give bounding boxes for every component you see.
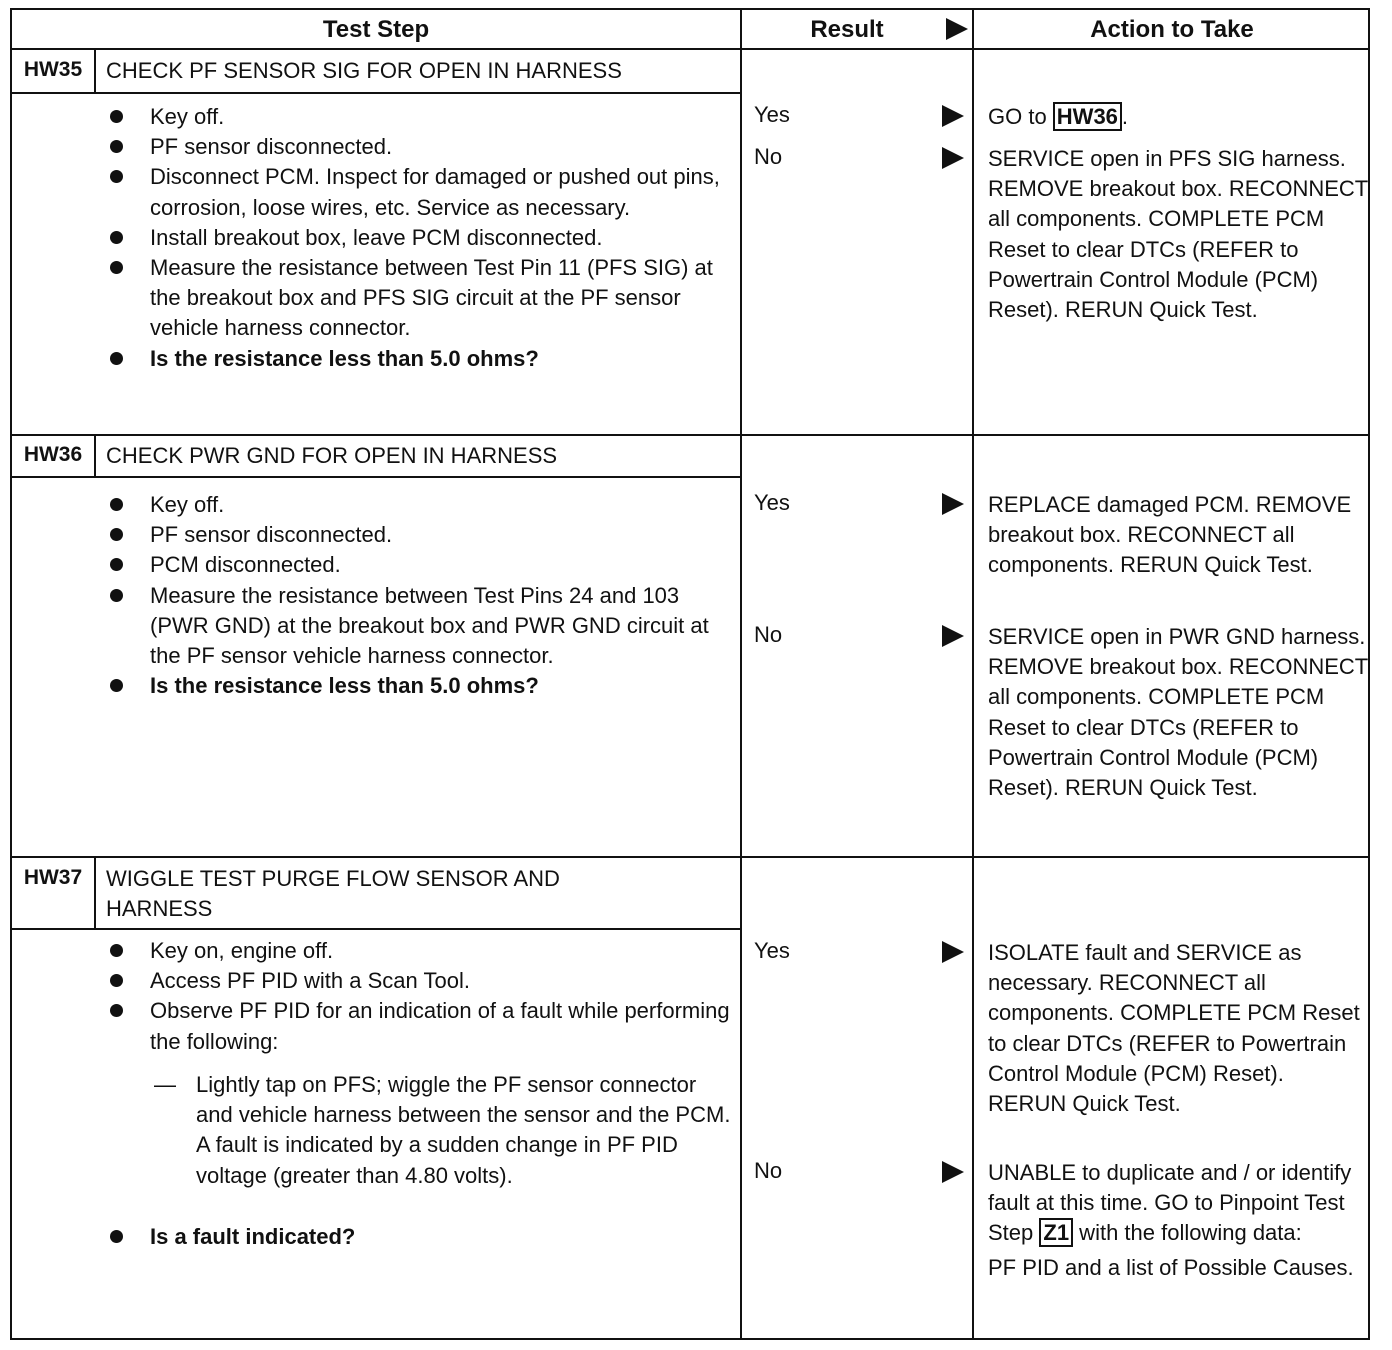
action-extra: PF PID and a list of Possible Causes. xyxy=(988,1254,1354,1280)
bullet-icon xyxy=(110,498,123,511)
arrow-right-icon xyxy=(942,493,964,521)
list-item: Install breakout box, leave PCM disconnected. xyxy=(108,223,738,253)
action-yes: GO to HW36 . xyxy=(988,104,1129,129)
bullet-icon xyxy=(110,558,123,571)
bullet-icon xyxy=(110,352,123,365)
step-reference-z1[interactable]: Z1 xyxy=(1039,1218,1073,1247)
arrow-right-icon xyxy=(942,147,964,175)
arrow-right-icon xyxy=(942,625,964,653)
action-no: SERVICE open in PFS SIG harness. REMOVE breakout box. RECONNECT all components. COMPLETE PCM Reset to clear DTCs (REFER to Powertrain Control Module (PCM) Reset). RERUN Quick Test. xyxy=(988,146,1368,323)
step-title: CHECK PF SENSOR SIG FOR OPEN IN HARNESS xyxy=(106,58,622,83)
action-yes: REPLACE damaged PCM. REMOVE breakout box. RECONNECT all components. RERUN Quick Test. xyxy=(988,492,1352,578)
bullet-icon xyxy=(110,140,123,153)
step-bullets xyxy=(108,936,738,1057)
step-question: Is the resistance less than 5.0 ohms? xyxy=(108,344,738,374)
list-item: Measure the resistance between Test Pin 11 (PFS SIG) at the breakout box and PFS SIG circuit at the PF sensor vehicle harness connector. xyxy=(108,253,738,344)
bullet-icon xyxy=(110,1230,123,1243)
bullet-icon xyxy=(110,679,123,692)
step-title: WIGGLE TEST PURGE FLOW SENSOR AND HARNESS xyxy=(106,866,560,921)
list-item: Observe PF PID for an indication of a fault while performing the following: xyxy=(108,996,738,1056)
header-arrow-icon xyxy=(946,18,968,45)
bullet-icon xyxy=(110,261,123,274)
bullet-icon xyxy=(110,589,123,602)
step-hw36: HW36 CHECK PWR GND FOR OPEN IN HARNESS Key off. PF sensor disconnected. PCM disconnected. Measure the resistance between Test Pins 24 and 103 (PWR GND) at the breakout box and PWR GND circuit at the PF sensor vehicle harness connector. Is the resistance less than 5.0 ohms? Yes REPLACE damaged PCM. REMOVE breakout box. RECONNECT all components. RERUN Quick Test. No SERVICE open in PWR GND harness. REMOVE breakout box. RECONNECT all components. COMPLETE PCM Reset to clear DTCs (REFER to Powertrain Control Module (PCM) Reset). RERUN Quick Test. xyxy=(12,436,1368,856)
arrow-right-icon xyxy=(942,105,964,133)
bullet-icon xyxy=(110,1004,123,1017)
step-question: Is a fault indicated? xyxy=(108,1222,738,1252)
step-hw37: HW37 WIGGLE TEST PURGE FLOW SENSOR AND HARNESS Key on, engine off. Access PF PID with a Scan Tool. Observe PF PID for an indication of a fault while performing the following: — Lightly tap on PFS; wiggle the PF sensor connector and vehicle harness between the sensor and the PCM. A fault is indicated by a sudden change in PF PID voltage (greater than 4.80 volts). Is a fault indicated? Yes ISOLATE fault and SERVICE as necessary. RECONNECT all components. COMPLETE PCM Reset to clear DTCs (REFER to Powertrain Control Module (PCM) Reset). RERUN Quick Test. No UNABLE to duplicate and / or identify fault at this time. GO to Pinpoint Test Step Z1 with the following data: PF PID and a list of Possible Causes. xyxy=(12,858,1368,1340)
bullet-icon xyxy=(110,944,123,957)
list-item: PF sensor disconnected. xyxy=(108,520,738,550)
bullet-icon xyxy=(110,110,123,123)
arrow-right-icon xyxy=(942,941,964,969)
list-item: Key off. xyxy=(108,490,738,520)
step-bullets xyxy=(108,490,738,701)
action-yes: ISOLATE fault and SERVICE as necessary. RECONNECT all components. COMPLETE PCM Reset to clear DTCs (REFER to Powertrain Control Module (PCM) Reset). RERUN Quick Test. xyxy=(988,940,1360,1117)
list-item: PCM disconnected. xyxy=(108,550,738,580)
sub-list-item: — Lightly tap on PFS; wiggle the PF sensor connector and vehicle harness between the sensor and the PCM. A fault is indicated by a sudden change in PF PID voltage (greater than 4.80 volts). xyxy=(154,1072,731,1188)
list-item: Disconnect PCM. Inspect for damaged or pushed out pins, corrosion, loose wires, etc. Service as necessary. xyxy=(108,162,738,222)
test-table xyxy=(10,8,1370,1340)
step-reference-hw36[interactable]: HW36 xyxy=(1053,102,1122,131)
list-item: Access PF PID with a Scan Tool. xyxy=(108,966,738,996)
step-title: CHECK PWR GND FOR OPEN IN HARNESS xyxy=(106,443,558,468)
list-item: PF sensor disconnected. xyxy=(108,132,738,162)
step-id: HW35 xyxy=(23,58,83,81)
action-no: UNABLE to duplicate and / or identify fault at this time. GO to Pinpoint Test Step Z1 with the following data: PF PID and a list of Possible Causes. xyxy=(988,1158,1368,1283)
dash-icon: — xyxy=(154,1072,176,1097)
bullet-icon xyxy=(110,231,123,244)
bullet-icon xyxy=(110,170,123,183)
step-question: Is the resistance less than 5.0 ohms? xyxy=(108,671,738,701)
list-item: Key on, engine off. xyxy=(108,936,738,966)
header-result: Result xyxy=(810,16,884,43)
step-hw35: HW35 CHECK PF SENSOR SIG FOR OPEN IN HARNESS Key off. PF sensor disconnected. Disconnect PCM. Inspect for damaged or pushed out pins, corrosion, loose wires, etc. Service as necessary. Install breakout box, leave PCM disconnected. Measure the resistance between Test Pin 11 (PFS SIG) at the breakout box and PFS SIG circuit at the PF sensor vehicle harness connector. Is the resistance less than 5.0 ohms? Yes GO to HW36 . No SERVICE open in PFS SIG harness. REMOVE breakout box. RECONNECT all components. COMPLETE PCM Reset to clear DTCs (REFER to Powertrain Control Module (PCM) Reset). RERUN Quick Test. xyxy=(12,50,1368,434)
action-no: SERVICE open in PWR GND harness. REMOVE breakout box. RECONNECT all components. COMPLETE PCM Reset to clear DTCs (REFER to Powertrain Control Module (PCM) Reset). RERUN Quick Test. xyxy=(988,624,1368,801)
arrow-right-icon xyxy=(942,1161,964,1189)
header-action: Action to Take xyxy=(1090,16,1254,43)
step-bullets xyxy=(108,102,738,374)
step-id: HW37 xyxy=(23,866,83,889)
list-item: Key off. xyxy=(108,102,738,132)
header-test-step: Test Step xyxy=(322,16,430,43)
step-id: HW36 xyxy=(23,443,83,466)
bullet-icon xyxy=(110,974,123,987)
bullet-icon xyxy=(110,528,123,541)
list-item: Measure the resistance between Test Pins 24 and 103 (PWR GND) at the breakout box and PWR GND circuit at the PF sensor vehicle harness connector. xyxy=(108,581,738,672)
